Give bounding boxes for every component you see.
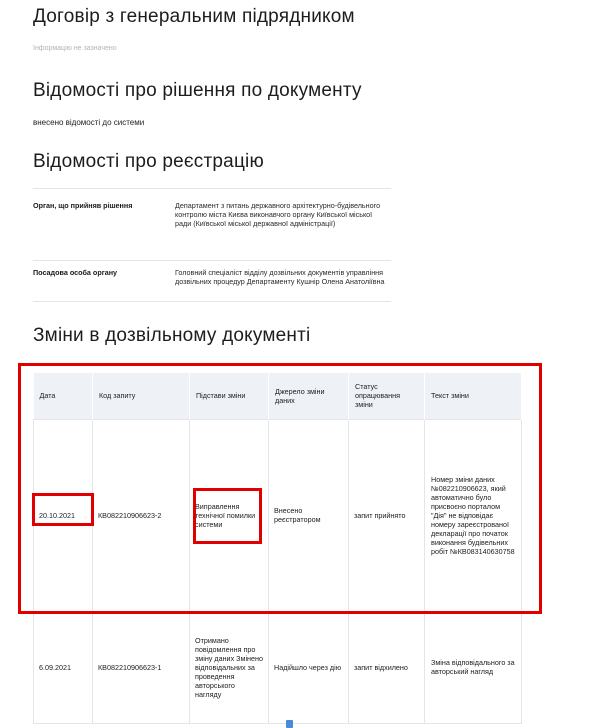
table-row	[34, 611, 522, 723]
decision-text: внесено відомості до системи	[33, 118, 145, 127]
registration-label: Орган, що прийняв рішення	[33, 201, 133, 210]
scroll-indicator	[286, 720, 293, 728]
contract-title: Договір з генеральним підрядником	[33, 6, 355, 27]
registration-row	[33, 260, 391, 302]
registration-value: Головний спеціаліст відділу дозвільних документів управління дозвільних процедур Департаменту Кушнір Олена Анатоліївна	[175, 268, 385, 286]
contract-note: Інформацію не зазначено	[33, 45, 117, 52]
cell-request-code: КВ082210906623-1	[93, 611, 190, 723]
cell-status: запит прийнято	[349, 419, 425, 611]
cell-basis: Виправлення технічної помилки системи	[190, 419, 269, 611]
table-row	[34, 419, 522, 611]
decision-title: Відомості про рішення по документу	[33, 80, 362, 101]
column-header-date: Дата	[34, 373, 93, 419]
cell-change-text: Номер зміни даних №082210906623, який автоматично було присвоєно порталом "Дія" не відповідає номеру зареєстрованої декларації про початок виконання будівельних робіт №КВ083140630758	[425, 419, 522, 611]
changes-header-row	[34, 373, 522, 419]
registration-title: Відомості про реєстрацію	[33, 151, 264, 172]
changes-table	[33, 373, 522, 724]
cell-status: запит відхилено	[349, 611, 425, 723]
cell-source: Внесено реєстратором	[269, 419, 349, 611]
column-header-request-code: Код запиту	[93, 373, 190, 419]
cell-change-text: Зміна відповідального за авторський нагляд	[425, 611, 522, 723]
cell-date: 6.09.2021	[34, 611, 93, 723]
registration-row	[33, 188, 391, 260]
column-header-status: Статус опрацювання зміни	[349, 373, 425, 419]
registration-value: Департамент з питань державного архітектурно-будівельного контролю міста Києва виконавчого органу Київської міської ради (Київської міської державної адміністрації)	[175, 201, 381, 228]
changes-title: Зміни в дозвільному документі	[33, 325, 311, 346]
registration-table	[33, 188, 391, 302]
cell-date: 20.10.2021	[34, 419, 93, 611]
cell-source: Надійшло через дію	[269, 611, 349, 723]
cell-request-code: КВ082210906623-2	[93, 419, 190, 611]
registration-label: Посадова особа органу	[33, 268, 118, 277]
column-header-source: Джерело зміни даних	[269, 373, 349, 419]
column-header-change-text: Текст зміни	[425, 373, 522, 419]
cell-basis: Отримано повідомлення про зміну даних Змінено відповідальних за проведення авторського нагляду	[190, 611, 269, 723]
column-header-basis: Підстави зміни	[190, 373, 269, 419]
